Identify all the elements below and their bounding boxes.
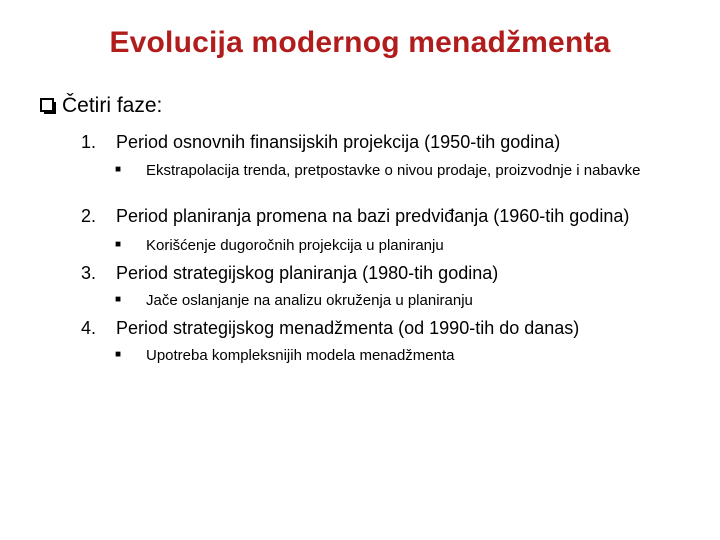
phase-bullet-text: Jače oslanjanje na analizu okruženja u planiranju <box>146 292 473 309</box>
phase-text: Period strategijskog menadžmenta (od 1990-tih do danas) <box>116 318 580 338</box>
phase-bullet-2 <box>115 236 686 255</box>
square-bullet-icon: ■ <box>115 349 122 360</box>
phase-bullet-1 <box>115 161 686 180</box>
phase-bullet-text: Ekstrapolacija trenda, pretpostavke o nivou prodaje, proizvodnje i nabavke <box>146 162 641 179</box>
square-bullet-icon: ■ <box>115 164 122 175</box>
phase-bullet-text: Korišćenje dugoročnih projekcija u planiranju <box>146 237 444 254</box>
phase-text: Period planiranja promena na bazi predviđanja (1960-tih godina) <box>116 206 630 226</box>
phase-number: 3. <box>81 263 97 283</box>
phase-item-1 <box>81 132 560 153</box>
phase-number: 2. <box>81 206 97 226</box>
checkbox-square-icon <box>40 98 54 112</box>
phase-text: Period strategijskog planiranja (1980-tih godina) <box>116 263 499 283</box>
phase-bullet-text: Upotreba kompleksnijih modela menadžmenta <box>146 347 455 364</box>
phase-number: 1. <box>81 132 97 152</box>
square-bullet-icon: ■ <box>115 239 122 250</box>
section-heading <box>40 94 162 118</box>
square-bullet-icon: ■ <box>115 294 122 305</box>
slide-title: Evolucija modernog menadžmenta <box>109 26 611 59</box>
phase-text: Period osnovnih finansijskih projekcija (1950-tih godina) <box>116 132 561 152</box>
phase-item-4 <box>81 318 579 339</box>
phase-item-2 <box>81 206 629 227</box>
phase-number: 4. <box>81 318 97 338</box>
section-heading-text: Četiri faze: <box>62 94 163 117</box>
phase-bullet-4 <box>115 346 686 365</box>
phase-bullet-3 <box>115 291 686 310</box>
phase-item-3 <box>81 263 498 284</box>
